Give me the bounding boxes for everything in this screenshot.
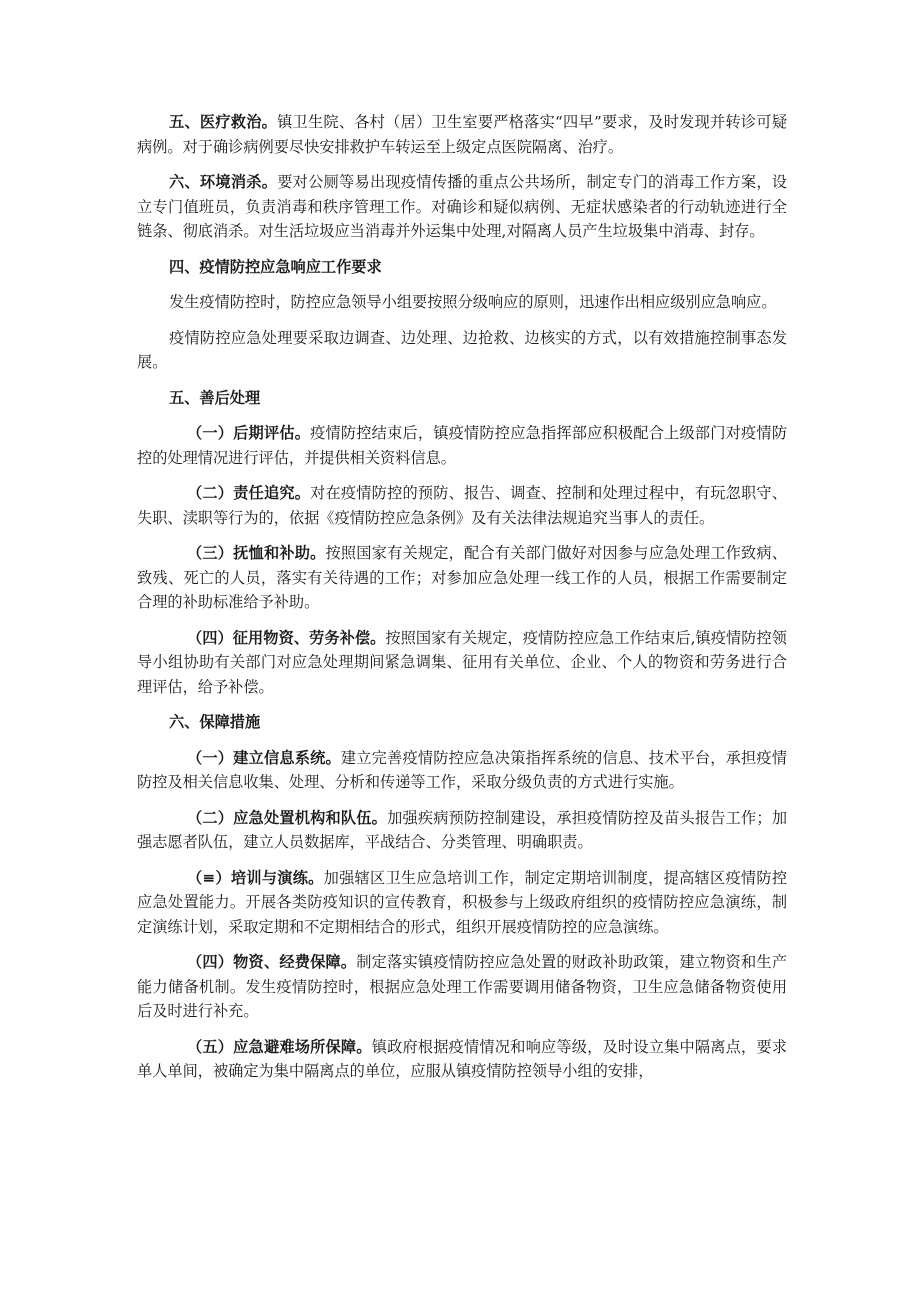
paragraph-heading: （一）建立信息系统。	[187, 748, 341, 767]
paragraph-accountability	[137, 481, 787, 530]
paragraph-text: 建立完善疫情防控应急决策指挥系统的信息、技术平台，承担疫情防控及相关信息收集、处理、分析和传递等工作，采取分级负责的方式进行实施。	[137, 748, 788, 791]
paragraph-heading: （二）应急处置机构和队伍。	[187, 808, 388, 827]
paragraph-materials-funding	[137, 950, 787, 1024]
paragraph-text: 对在疫情防控的预防、报告、调查、控制和处理过程中，有玩忽职守、失职、渎职等行为的，依据《疫情防控应急条例》及有关法律法规追究当事人的责任。	[137, 484, 788, 527]
document-page	[137, 110, 787, 1095]
paragraph-requisition-compensation	[137, 626, 787, 700]
section-heading-safeguards: 六、保障措施	[169, 713, 261, 731]
paragraph-heading: （≡）培训与演练。	[187, 868, 324, 887]
paragraph-information-system	[137, 746, 787, 795]
paragraph-heading: 六、环境消杀。	[169, 173, 278, 191]
paragraph-compensation-subsidy	[137, 541, 787, 615]
paragraph-medical-treatment	[137, 110, 787, 159]
paragraph-text: 镇卫生院、各村（居）卫生室要严格落实“四早”要求，及时发现并转诊可疑病例。对于确诊病例要尽快安排救护车转运至上级定点医院隔离、治疗。	[137, 113, 788, 156]
paragraph-post-evaluation	[137, 421, 787, 470]
paragraph-heading: （一）后期评估。	[187, 424, 311, 442]
paragraph-response-teams	[137, 806, 787, 855]
section-heading-response-requirements: 四、疫情防控应急响应工作要求	[169, 257, 382, 276]
paragraph-heading: （二）责任追究。	[187, 484, 311, 502]
paragraph-text: 按照国家有关规定，疫情防控应急工作结束后,镇疫情防控领导小组协助有关部门对应急处理期间紧急调集、征用有关单位、企业、个人的物资和劳务进行合理评估，给予补偿。	[137, 628, 787, 696]
paragraph-heading: （四）物资、经费保障。	[187, 953, 357, 971]
paragraph-text: 制定落实镇疫情防控应急处置的财政补助政策，建立物资和生产能力储备机制。发生疫情防控时，根据应急处理工作需要调用储备物资，卫生应急储备物资使用后及时进行补充。	[137, 953, 788, 1020]
paragraph-training-drills	[137, 866, 787, 940]
paragraph-heading: 五、医疗救治。	[169, 113, 278, 131]
paragraph-heading: （五）应急避难场所保障。	[187, 1037, 372, 1056]
paragraph-text: 镇政府根据疫情情况和响应等级，及时设立集中隔离点，要求单人单间，被确定为集中隔离点的单位，应服从镇疫情防控领导小组的安排，	[137, 1037, 788, 1080]
paragraph-text: 加强疾病预防控制建设，承担疫情防控及苗头报告工作；加强志愿者队伍，建立人员数据库，平战结合、分类管理、明确职责。	[137, 808, 788, 851]
paragraph-environment-disinfection	[137, 170, 787, 244]
paragraph-text: 疫情防控结束后，镇疫情防控应急指挥部应积极配合上级部门对疫情防控的处理情况进行评估，并提供相关资料信息。	[137, 424, 788, 467]
paragraph-handling-approach: 疫情防控应急处理要采取边调查、边处理、边抢救、边核实的方式，以有效措施控制事态发展。	[137, 328, 787, 371]
section-heading-aftermath: 五、善后处理	[169, 388, 261, 407]
paragraph-text: 要对公厕等易出现疫情传播的重点公共场所，制定专门的消毒工作方案，设立专门值班员，负责消毒和秩序管理工作。对确诊和疑似病例、无症状感染者的行动轨迹进行全链条、彻底消杀。对生活垃圾应当消毒并外运集中处理,对隔离人员产生垃圾集中消毒、封存。	[137, 173, 788, 240]
paragraph-heading: （三）抚恤和补助。	[187, 544, 326, 562]
paragraph-graded-response: 发生疫情防控时，防控应急领导小组要按照分级响应的原则，迅速作出相应级别应急响应。	[169, 293, 777, 311]
paragraph-shelter-sites	[137, 1035, 787, 1084]
paragraph-text: 加强辖区卫生应急培训工作，制定定期培训制度，提高辖区疫情防控应急处置能力。开展各类防疫知识的宣传教育，积极参与上级政府组织的疫情防控应急演练，制定演练计划，采取定期和不定期相结合的形式，组织开展疫情防控的应急演练。	[137, 868, 788, 936]
paragraph-text: 按照国家有关规定，配合有关部门做好对因参与应急处理工作致病、致残、死亡的人员，落实有关待遇的工作；对参加应急处理一线工作的人员，根据工作需要制定合理的补助标准给予补助。	[137, 544, 788, 611]
paragraph-heading: （四）征用物资、劳务补偿。	[187, 628, 386, 647]
